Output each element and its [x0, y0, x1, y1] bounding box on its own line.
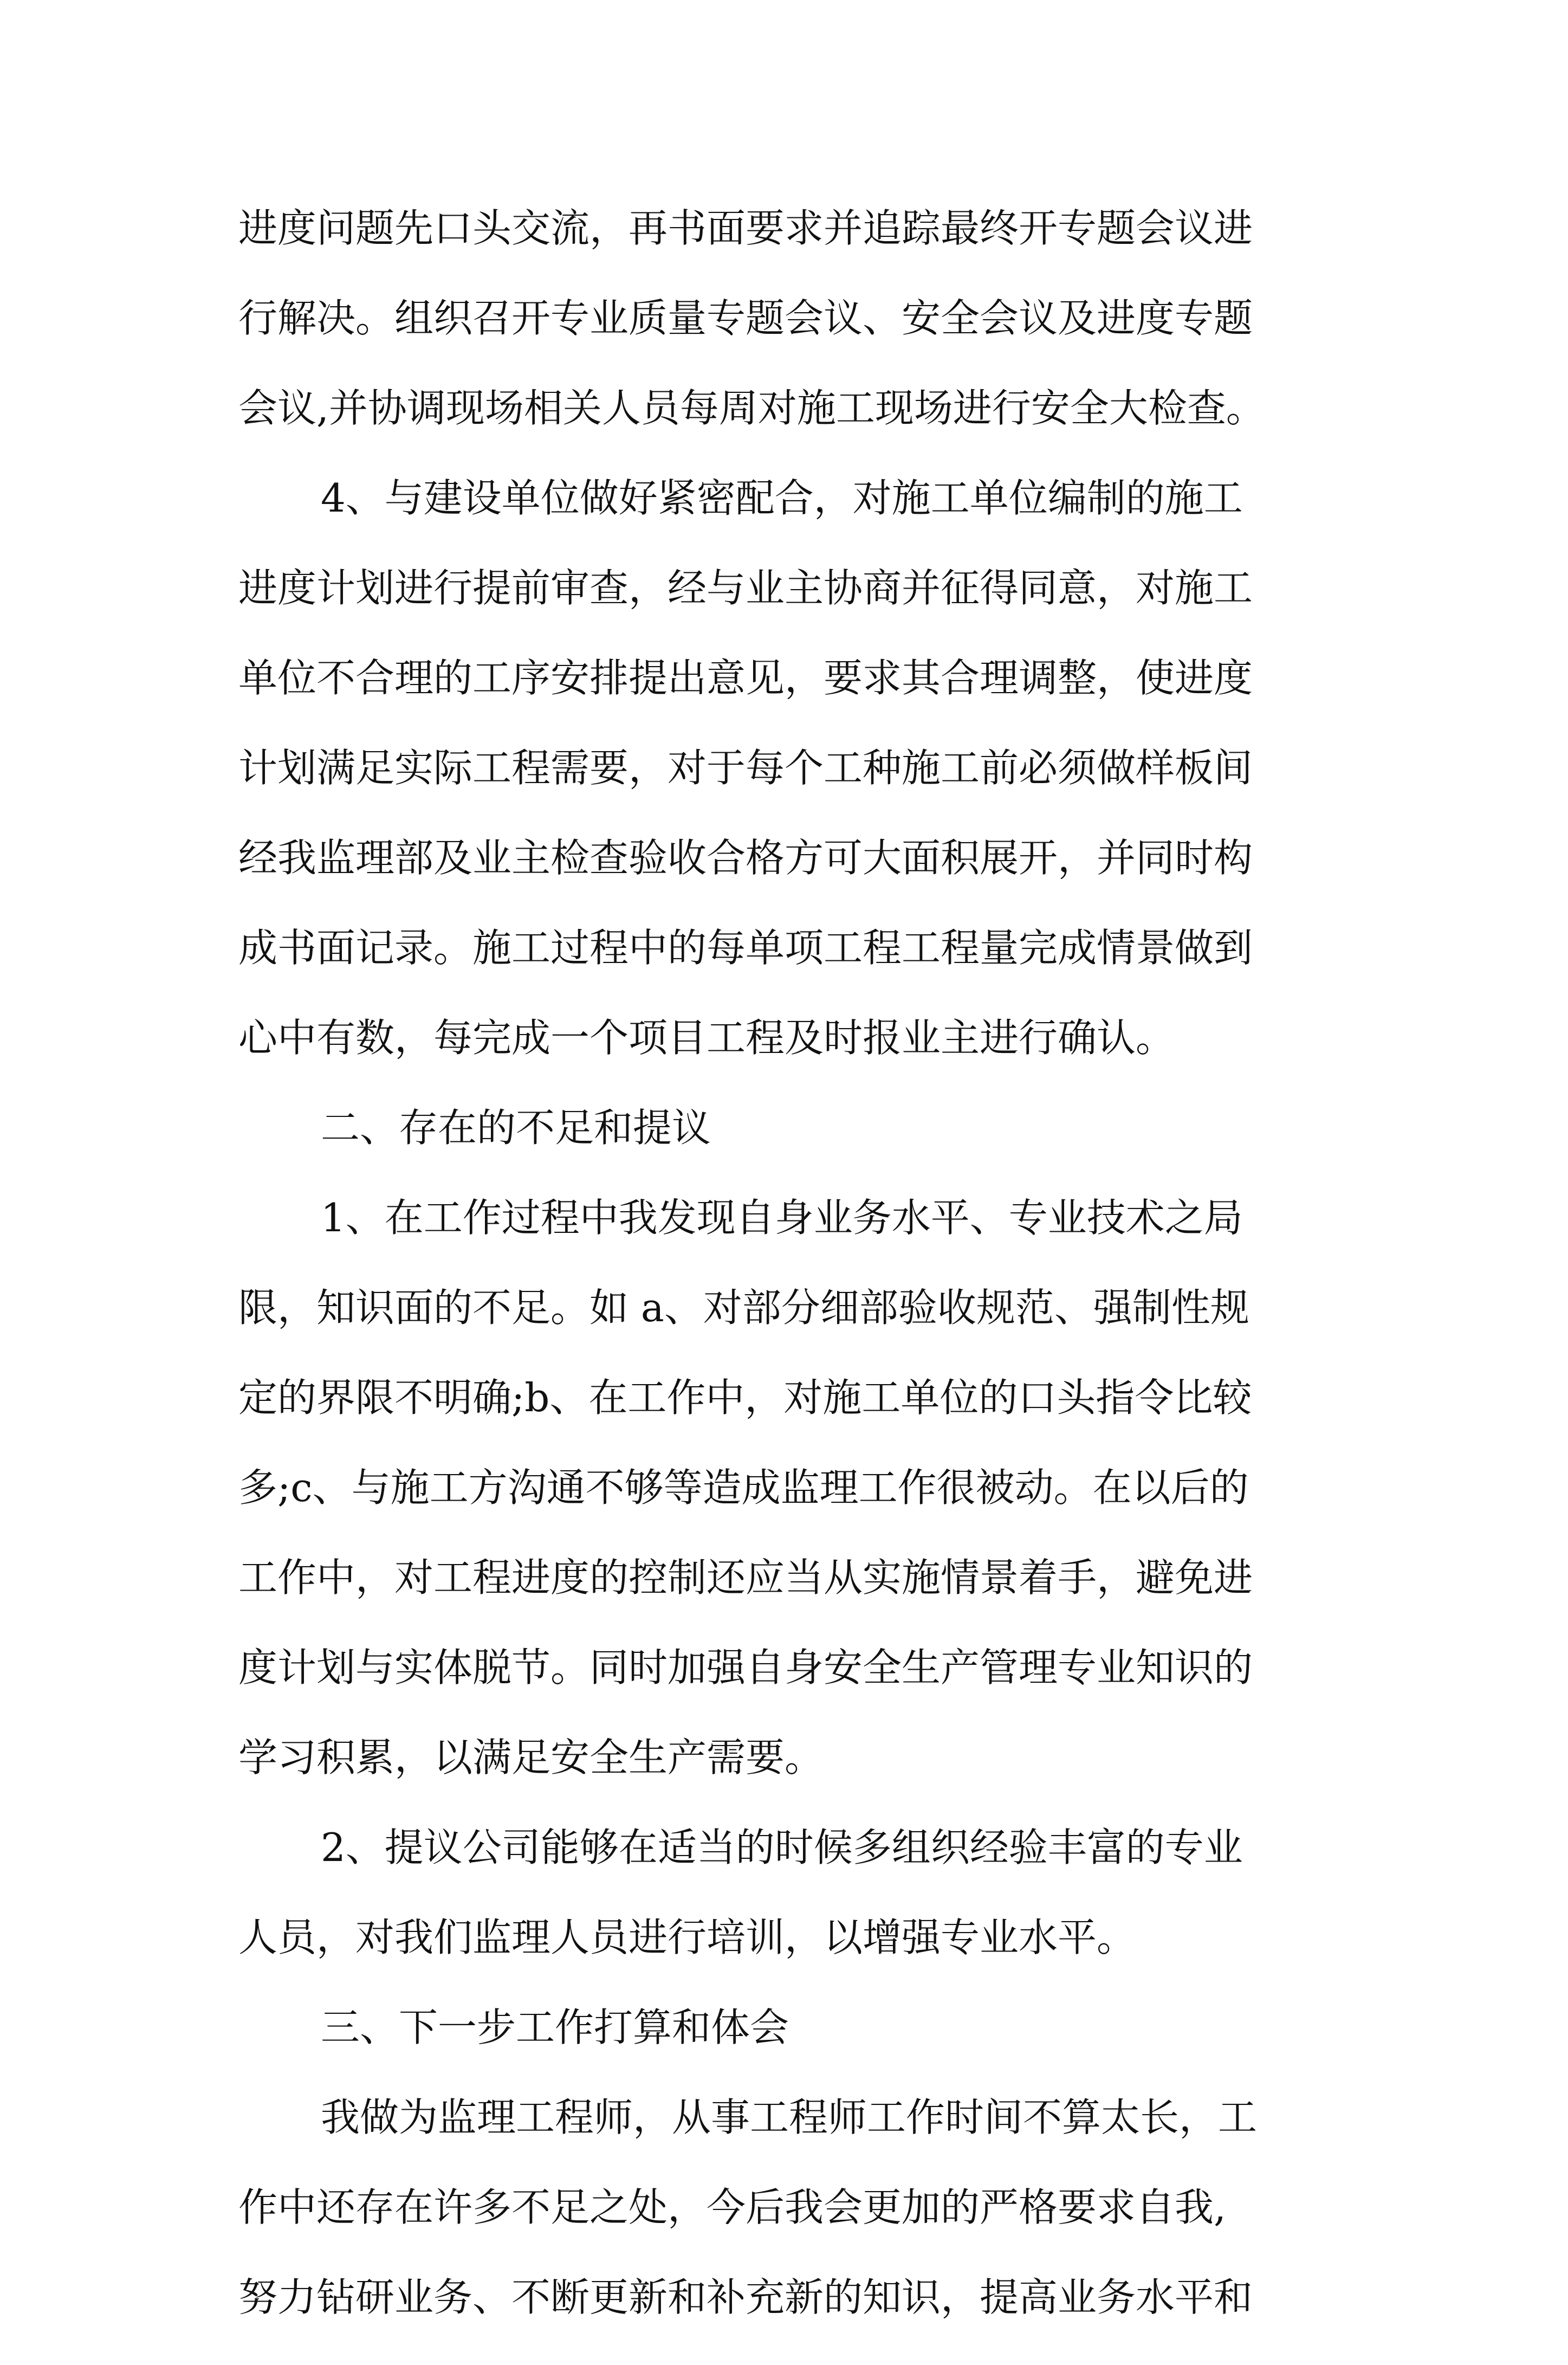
paragraph-start-line: 2、提议公司能够在适当的时候多组织经验丰富的专业: [321, 1825, 1243, 1870]
text-line: 单位不合理的工序安排提出意见，要求其合理调整，使进度: [238, 655, 1253, 701]
text-line: 学习积累，以满足安全生产需要。: [238, 1735, 824, 1780]
text-line: 心中有数，每完成一个项目工程及时报业主进行确认。: [238, 1015, 1175, 1061]
section-heading: 三、下一步工作打算和体会: [321, 2005, 789, 2050]
text-line: 度计划与实体脱节。同时加强自身安全生产管理专业知识的: [238, 1645, 1253, 1690]
paragraph-start-line: 我做为监理工程师，从事工程师工作时间不算太长，工: [321, 2095, 1258, 2140]
document-body: [238, 206, 1355, 2365]
text-line: 人员，对我们监理人员进行培训，以增强专业水平。: [238, 1915, 1136, 1960]
text-line: 进度计划进行提前审查，经与业主协商并征得同意，对施工: [238, 565, 1253, 611]
text-line: 努力钻研业务、不断更新和补充新的知识，提高业务水平和: [238, 2274, 1253, 2320]
text-line: 计划满足实际工程需要，对于每个工种施工前必须做样板间: [238, 745, 1253, 791]
text-line: 成书面记录。施工过程中的每单项工程工程量完成情景做到: [238, 925, 1253, 971]
text-line: 多;c、与施工方沟通不够等造成监理工作很被动。在以后的: [238, 1465, 1249, 1510]
paragraph-start-line: 1、在工作过程中我发现自身业务水平、专业技术之局: [321, 1195, 1243, 1240]
text-line: 作中还存在许多不足之处，今后我会更加的严格要求自我,: [238, 2185, 1226, 2230]
text-line: 限，知识面的不足。如 a、对部分细部验收规范、强制性规: [238, 1285, 1249, 1330]
text-line: 行解决。组织召开专业质量专题会议、安全会议及进度专题: [238, 295, 1253, 341]
section-heading: 二、存在的不足和提议: [321, 1105, 711, 1151]
text-line: 工作中，对工程进度的控制还应当从实施情景着手，避免进: [238, 1555, 1253, 1600]
text-line: 进度问题先口头交流，再书面要求并追踪最终开专题会议进: [238, 205, 1253, 251]
text-line: 会议,并协调现场相关人员每周对施工现场进行安全大检查。: [238, 385, 1265, 431]
text-line: 经我监理部及业主检查验收合格方可大面积展开，并同时构: [238, 835, 1253, 881]
text-line: 定的界限不明确;b、在工作中，对施工单位的口头指令比较: [238, 1375, 1252, 1420]
paragraph-start-line: 4、与建设单位做好紧密配合，对施工单位编制的施工: [321, 475, 1243, 521]
